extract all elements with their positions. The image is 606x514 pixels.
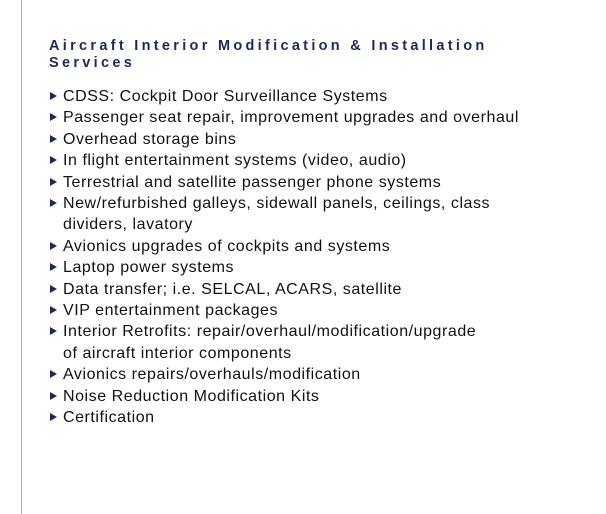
list-item-text: Data transfer; i.e. SELCAL, ACARS, satellite [63,280,403,298]
list-item-text: CDSS: Cockpit Door Surveillance Systems [63,88,388,105]
list-item [49,279,601,300]
list-item [49,386,601,407]
list-item [49,236,601,257]
list-item [49,257,601,278]
right-triangle-icon [50,199,57,207]
list-item-text: Noise Reduction Modification Kits [63,387,320,405]
left-divider-rule [21,0,22,514]
list-item-text: VIP entertainment packages [63,302,279,320]
right-triangle-icon [50,113,57,121]
list-item-text: Passenger seat repair, improvement upgrades and overhaul [63,109,519,127]
list-item [49,86,601,107]
list-item-text-continued: dividers, lavatory [63,216,193,234]
right-triangle-icon [50,327,57,335]
list-item-text: Terrestrial and satellite passenger phone systems [63,173,442,191]
right-triangle-icon [50,135,57,143]
list-item [49,150,601,171]
list-item-text: Laptop power systems [63,259,235,277]
right-triangle-icon [50,306,57,314]
list-item [49,321,601,364]
list-item-text-continued: of aircraft interior components [63,344,292,362]
page-title-line-2: Services [49,55,136,71]
list-item-text: Interior Retrofits: repair/overhaul/modification/upgrade [63,323,477,341]
list-item [49,107,601,128]
list-item-text: New/refurbished galleys, sidewall panels, ceilings, class [63,195,491,213]
right-triangle-icon [50,392,57,400]
right-triangle-icon [50,92,57,100]
right-triangle-icon [50,242,57,250]
right-triangle-icon [50,370,57,378]
list-item-text: In flight entertainment systems (video, audio) [63,152,407,170]
services-section [49,38,601,429]
right-triangle-icon [50,285,57,293]
list-item [49,407,601,428]
right-triangle-icon [50,263,57,271]
list-item-text: Certification [63,409,155,427]
services-list [49,86,601,429]
list-item [49,364,601,385]
list-item-text: Overhead storage bins [63,130,237,148]
right-triangle-icon [50,413,57,421]
list-item-text: Avionics upgrades of cockpits and systems [63,237,391,255]
list-item [49,172,601,193]
right-triangle-icon [50,156,57,164]
list-item [49,193,601,236]
list-item [49,129,601,150]
page-title [49,38,601,72]
page-title-line-1: Aircraft Interior Modification & Installation [49,38,488,54]
right-triangle-icon [50,178,57,186]
list-item-text: Avionics repairs/overhauls/modification [63,366,361,384]
list-item [49,300,601,321]
